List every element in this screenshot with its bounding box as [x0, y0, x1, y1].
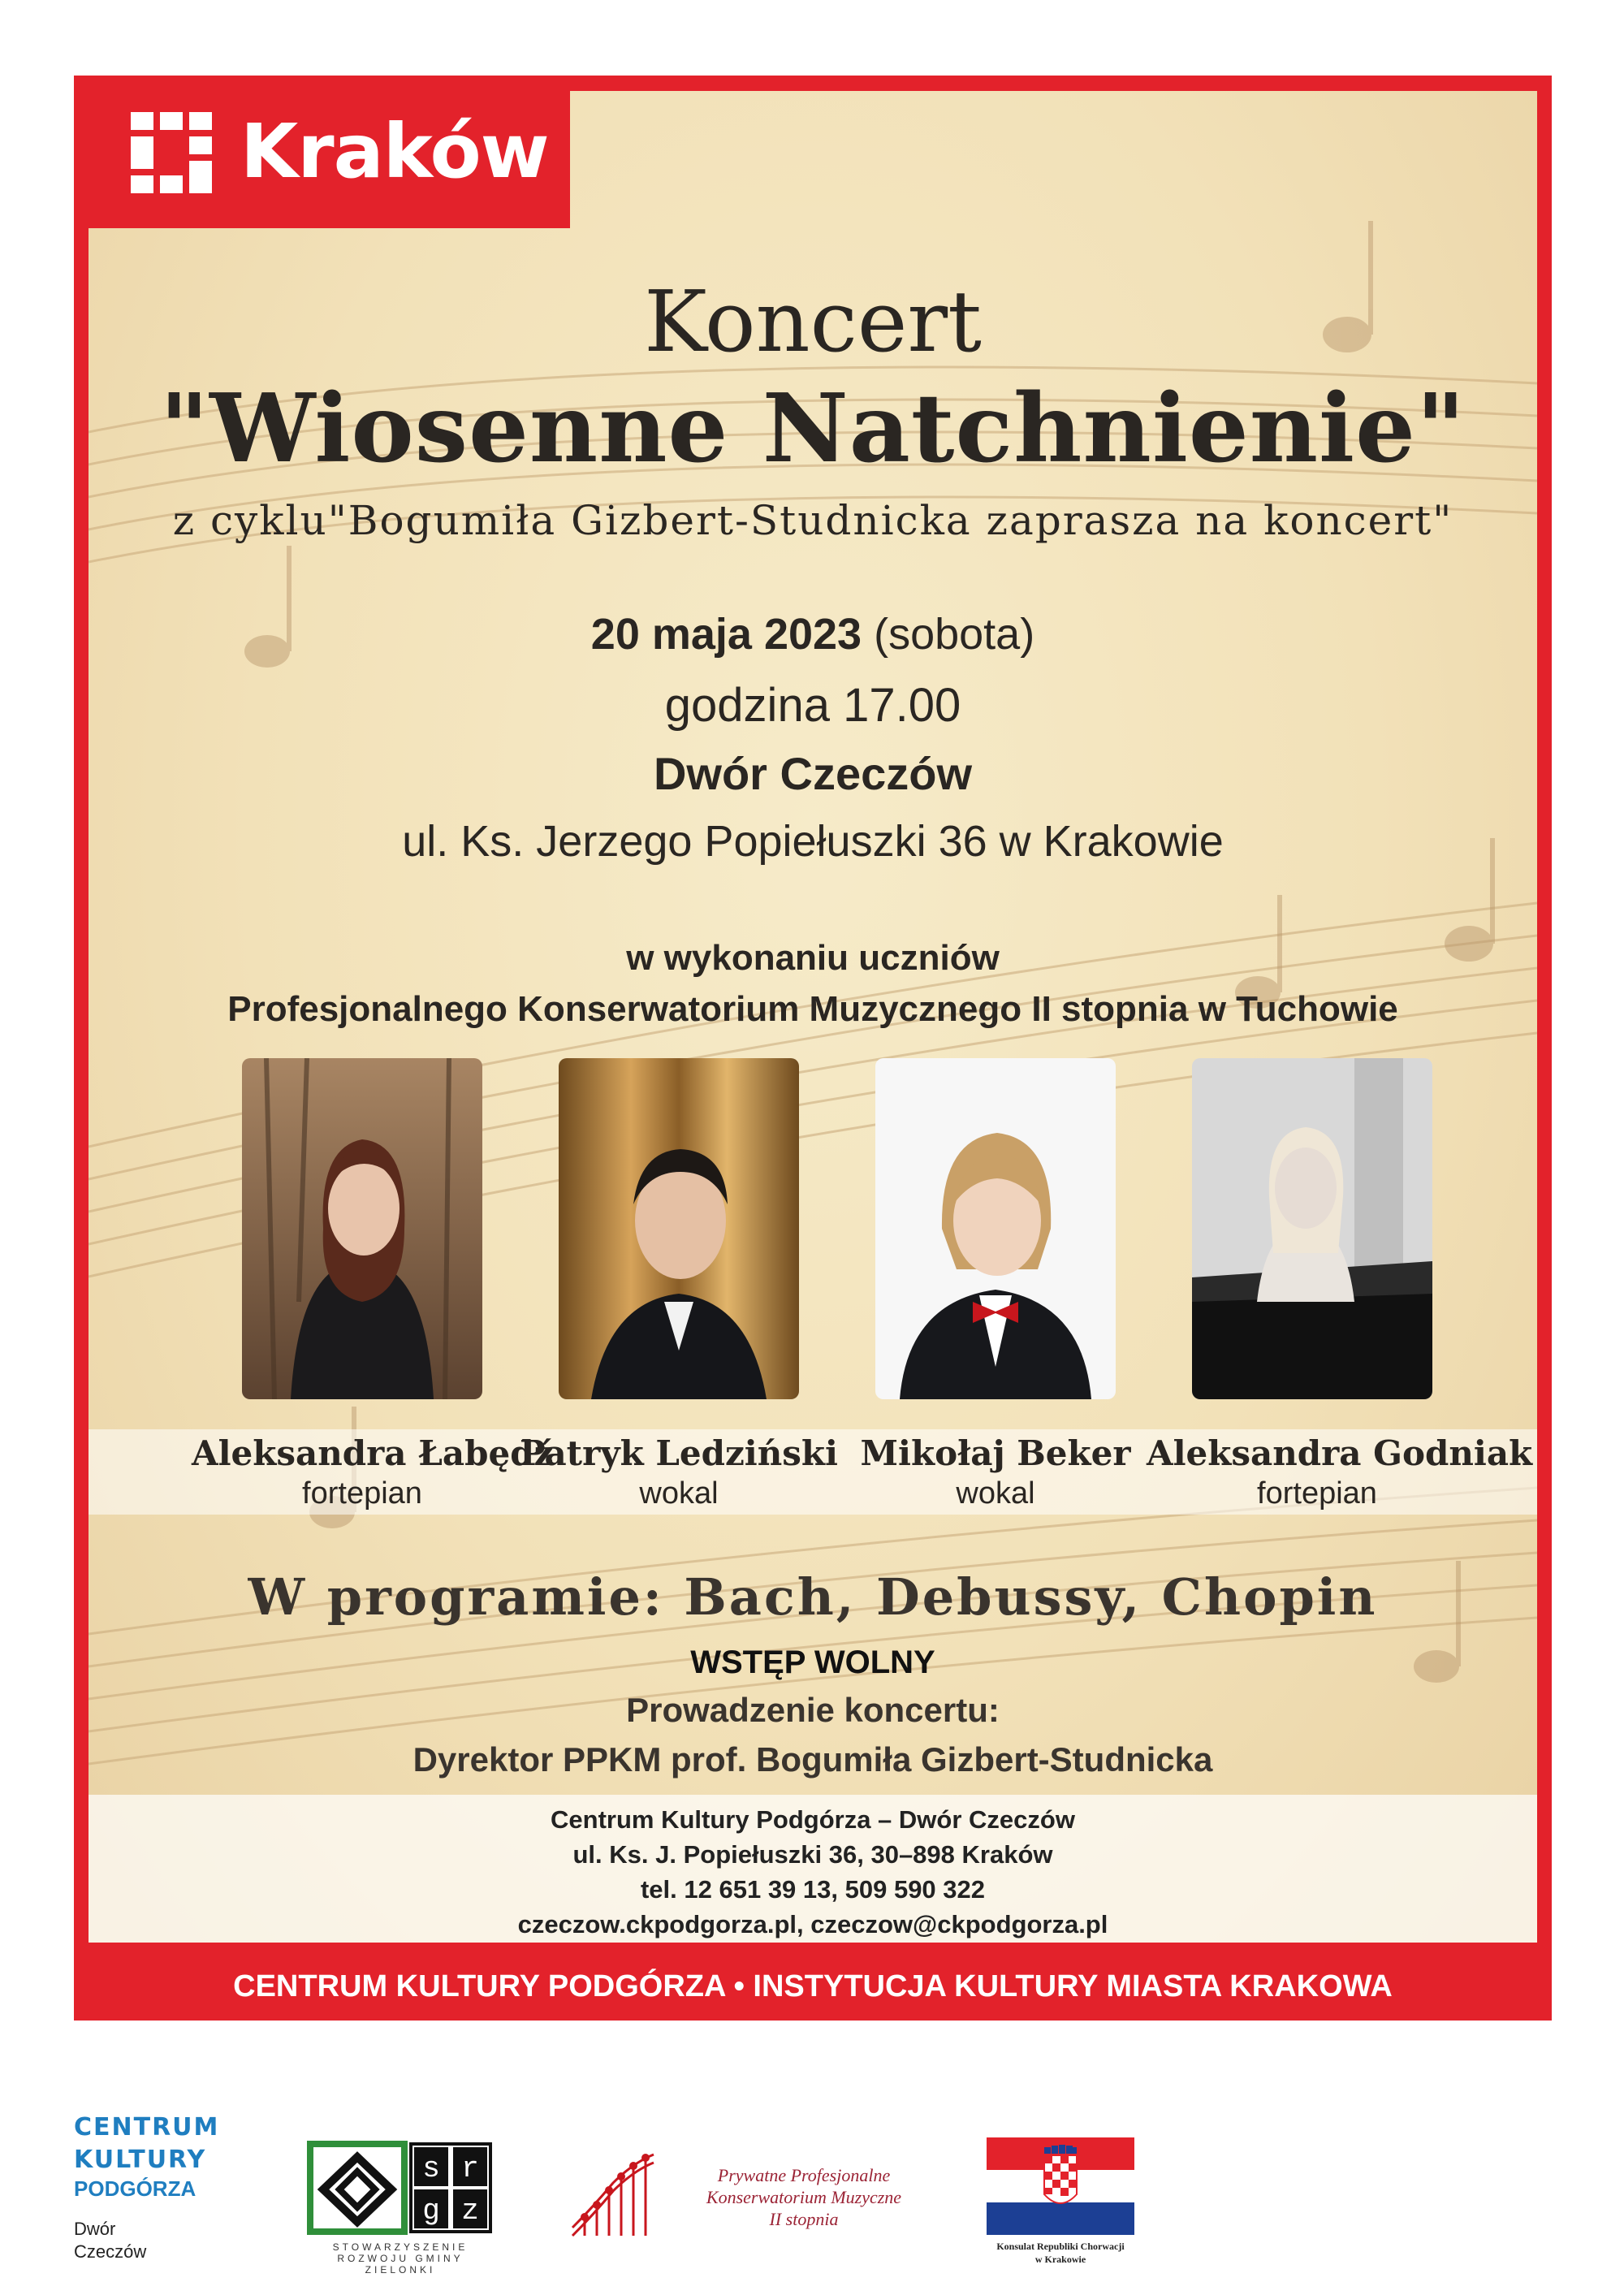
performer-photo-3 [875, 1058, 1116, 1399]
program-line: W programie: Bach, Debussy, Chopin [248, 1567, 1378, 1627]
event-hour: godzina 17.00 [664, 679, 961, 732]
krakow-logo-text: Kraków [240, 108, 549, 195]
concert-label: Koncert [644, 272, 982, 371]
event-date [89, 609, 1537, 659]
performer-4-name: Aleksandra Godniak [1147, 1433, 1533, 1473]
performer-4-instrument: fortepian [1257, 1476, 1377, 1511]
croatia-consulate-caption [974, 2240, 1147, 2266]
srgz-letter-r: r [461, 2152, 479, 2185]
ppkm-line3: II stopnia [769, 2209, 839, 2229]
krakow-logo [74, 76, 570, 228]
concert-title: "Wiosenne Natchnienie" [159, 374, 1466, 484]
event-address: ul. Ks. Jerzego Popiełuszki 36 w Krakowie [402, 817, 1224, 866]
ckp-logo-line4: Dwór [74, 2219, 116, 2239]
ckp-logo-line2: KULTURY [74, 2146, 207, 2174]
contact-address: ul. Ks. J. Popiełuszki 36, 30–898 Kraków [572, 1840, 1053, 1869]
ckp-logo-line5: Czeczów [74, 2241, 147, 2262]
performer-photo-2 [559, 1058, 799, 1399]
srgz-letter-s: s [422, 2152, 440, 2185]
ckp-logo-line3: PODGÓRZA [74, 2176, 197, 2201]
ckp-logo [74, 2111, 220, 2263]
performer-photo-4 [1192, 1058, 1432, 1399]
performer-2-name: Patryk Ledziński [520, 1433, 838, 1473]
host-label: Prowadzenie koncertu: [626, 1691, 1000, 1729]
srgz-caption: STOWARZYSZENIE ROZWOJU GMINY ZIELONKI [332, 2241, 469, 2276]
contact-org: Centrum Kultury Podgórza – Dwór Czeczów [551, 1805, 1075, 1834]
croatia-line2: w Krakowie [1034, 2254, 1086, 2265]
performer-1-name: Aleksandra Łabędź [192, 1433, 554, 1473]
event-venue: Dwór Czeczów [653, 748, 973, 799]
free-entry: WSTĘP WOLNY [690, 1645, 935, 1680]
performer-1-instrument: fortepian [302, 1476, 422, 1511]
performer-3-name: Mikołaj Beker [860, 1433, 1131, 1473]
performer-photo-1 [242, 1058, 482, 1399]
ppkm-logo-icon [568, 2150, 658, 2240]
host-name: Dyrektor PPKM prof. Bogumiła Gizbert-Studnicka [412, 1740, 1213, 1779]
performer-3 [825, 1433, 1166, 1511]
performers-intro: w wykonaniu uczniów [626, 938, 1000, 978]
srgz-letter-z: z [461, 2194, 479, 2228]
performer-3-instrument: wokal [956, 1476, 1035, 1511]
performer-2 [508, 1433, 849, 1511]
event-date-bold: 20 maja 2023 [590, 610, 862, 659]
ppkm-line1: Prywatne Profesjonalne [717, 2165, 891, 2185]
croatia-line1: Konsulat Republiki Chorwacji [996, 2241, 1125, 2252]
srgz-letter-g: g [422, 2194, 440, 2228]
concert-cycle: z cyklu"Bogumiła Gizbert-Studnicka zaprasza na koncert" [172, 497, 1453, 544]
ppkm-line2: Konserwatorium Muzyczne [706, 2187, 902, 2207]
ckp-logo-line1: CENTRUM [74, 2113, 220, 2142]
ppkm-logo-text [690, 2164, 918, 2230]
contact-phone: tel. 12 651 39 13, 509 590 322 [640, 1875, 986, 1904]
contact-web[interactable]: czeczow.ckpodgorza.pl, czeczow@ckpodgorza.pl [517, 1910, 1108, 1938]
performer-1 [192, 1433, 554, 1511]
krakow-logo-icon [131, 112, 212, 193]
performers-school: Profesjonalnego Konserwatorium Muzycznego II stopnia w Tuchowie [227, 989, 1398, 1029]
performer-4 [1147, 1433, 1533, 1511]
performer-2-instrument: wokal [639, 1476, 719, 1511]
croatia-flag-icon [987, 2137, 1134, 2235]
footer-institution: CENTRUM KULTURY PODGÓRZA • INSTYTUCJA KULTURY MIASTA KRAKOWA [233, 1969, 1393, 2003]
event-day: (sobota) [874, 610, 1035, 659]
